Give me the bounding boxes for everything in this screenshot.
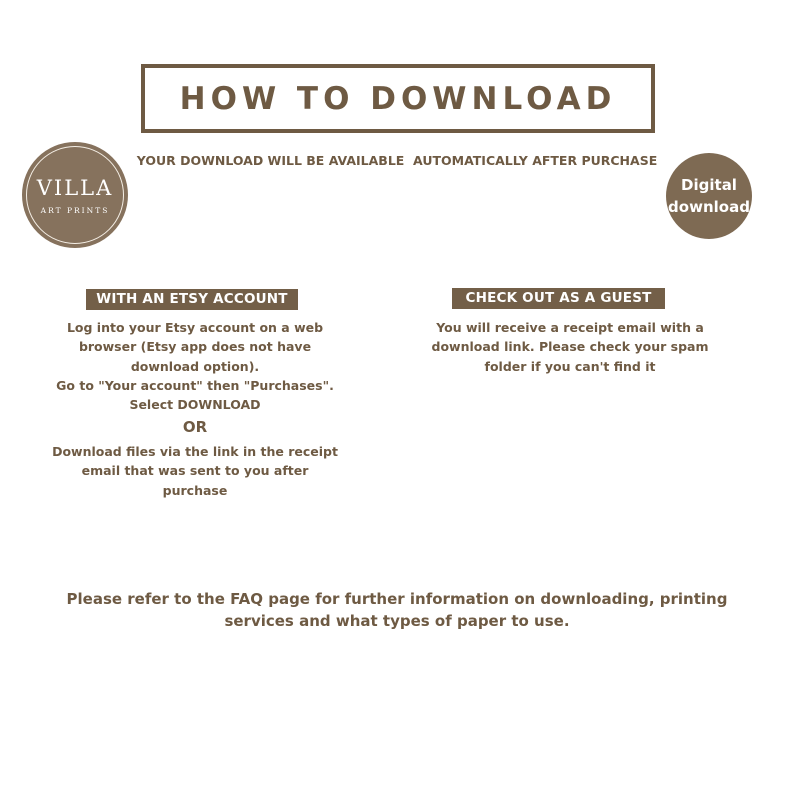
or-divider: OR: [182, 418, 208, 436]
villa-logo: [22, 142, 128, 248]
etsy-alt-line: purchase: [162, 482, 228, 498]
availability-note: YOUR DOWNLOAD WILL BE AVAILABLE AUTOMATICALLY AFTER PURCHASE: [136, 153, 658, 168]
faq-note: [40, 588, 754, 632]
guest-text-line: folder if you can't find it: [484, 358, 656, 374]
guest-checkout-text: [425, 318, 715, 376]
etsy-step-line: download option).: [130, 358, 260, 374]
logo-name: VILLA: [36, 176, 114, 200]
etsy-account-label: WITH AN ETSY ACCOUNT: [86, 289, 298, 310]
logo-tagline: ART PRINTS: [40, 206, 110, 215]
etsy-alt-line: Download files via the link in the receipt: [52, 444, 338, 459]
badge-line-2: download: [668, 198, 750, 216]
faq-note-line: Please refer to the FAQ page for further information on downloading, printing: [66, 590, 728, 608]
etsy-step-line: Select DOWNLOAD: [129, 397, 261, 413]
etsy-alt-line: email that was sent to you after: [81, 463, 309, 479]
page-title: HOW TO DOWNLOAD: [179, 80, 617, 117]
etsy-step-line: Go to "Your account" then "Purchases".: [56, 377, 334, 393]
faq-note-line: services and what types of paper to use.: [224, 612, 570, 630]
guest-text-line: You will receive a receipt email with a: [436, 320, 704, 335]
etsy-account-steps: [50, 318, 340, 414]
etsy-alternative-text: [50, 442, 340, 500]
title-box: [141, 64, 655, 133]
etsy-step-line: browser (Etsy app does not have: [78, 339, 312, 355]
etsy-step-line: Log into your Etsy account on a web: [66, 320, 324, 335]
badge-line-1: Digital: [681, 176, 737, 194]
guest-text-line: download link. Please check your spam: [431, 339, 709, 355]
guest-checkout-label: CHECK OUT AS A GUEST: [452, 288, 665, 309]
digital-download-badge: [666, 153, 752, 239]
